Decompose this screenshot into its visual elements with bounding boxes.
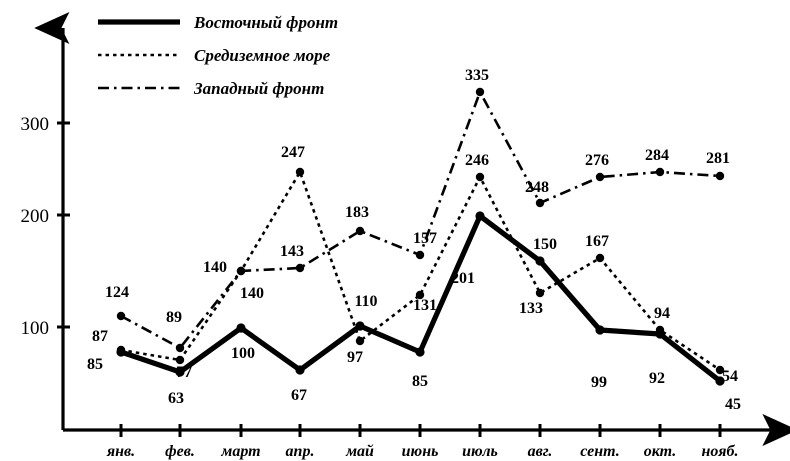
x-tick-label: сент. xyxy=(580,443,620,460)
data-label: 45 xyxy=(725,396,741,413)
x-tick-label: фев. xyxy=(165,443,195,460)
data-label: 63 xyxy=(168,390,184,407)
x-tick-label: апр. xyxy=(285,443,315,460)
data-label: 157 xyxy=(413,230,437,247)
y-tick-label: 100 xyxy=(20,318,49,339)
legend-item-vostochnyy-front xyxy=(98,13,338,32)
data-label: 284 xyxy=(645,147,669,164)
x-tick-label: нояб. xyxy=(701,443,739,460)
x-tick-label: авг. xyxy=(527,443,553,460)
legend-label: Восточный фронт xyxy=(194,13,339,32)
data-label: 54 xyxy=(722,368,738,385)
data-label: 248 xyxy=(525,179,549,196)
legend xyxy=(98,13,338,98)
data-label: 246 xyxy=(465,152,489,169)
x-tick-label: окт. xyxy=(643,443,677,460)
y-tick-label: 300 xyxy=(20,114,49,135)
data-label: 140 xyxy=(240,285,264,302)
data-label: 140 xyxy=(203,259,227,276)
data-label: 247 xyxy=(281,144,305,161)
y-tick-label: 200 xyxy=(20,206,49,227)
data-label: 100 xyxy=(231,345,255,362)
data-label: 133 xyxy=(519,300,543,317)
data-label: 276 xyxy=(585,152,609,169)
data-label: 99 xyxy=(591,374,607,391)
x-tick-label: янв. xyxy=(106,443,136,460)
data-label: 335 xyxy=(465,67,489,84)
x-tick-label: май xyxy=(346,443,374,460)
data-label: 89 xyxy=(166,309,182,326)
data-label: 92 xyxy=(649,370,665,387)
x-tick-label: март xyxy=(221,443,261,460)
legend-item-sredizemnoe-more xyxy=(98,46,331,65)
data-label: 67 xyxy=(291,387,307,404)
data-label: 85 xyxy=(87,356,103,373)
data-label: 94 xyxy=(654,305,670,322)
x-tick-label: июль xyxy=(462,443,498,460)
data-label: 281 xyxy=(706,150,730,167)
data-label: 124 xyxy=(105,284,129,301)
data-label: 77 xyxy=(176,364,192,381)
data-label: 150 xyxy=(533,236,557,253)
legend-label: Западный фронт xyxy=(194,79,325,98)
data-label: 143 xyxy=(280,243,304,260)
data-label: 183 xyxy=(345,204,369,221)
data-label: 131 xyxy=(413,297,437,314)
data-label: 97 xyxy=(347,349,363,366)
data-label: 87 xyxy=(92,328,108,345)
data-label: 110 xyxy=(354,293,378,310)
x-tick-label: июнь xyxy=(401,443,439,460)
data-label: 85 xyxy=(412,373,428,390)
data-label: 201 xyxy=(451,270,475,287)
legend-label: Средиземное море xyxy=(194,46,331,65)
data-label: 167 xyxy=(585,233,609,250)
legend-item-zapadnyy-front xyxy=(98,79,324,98)
